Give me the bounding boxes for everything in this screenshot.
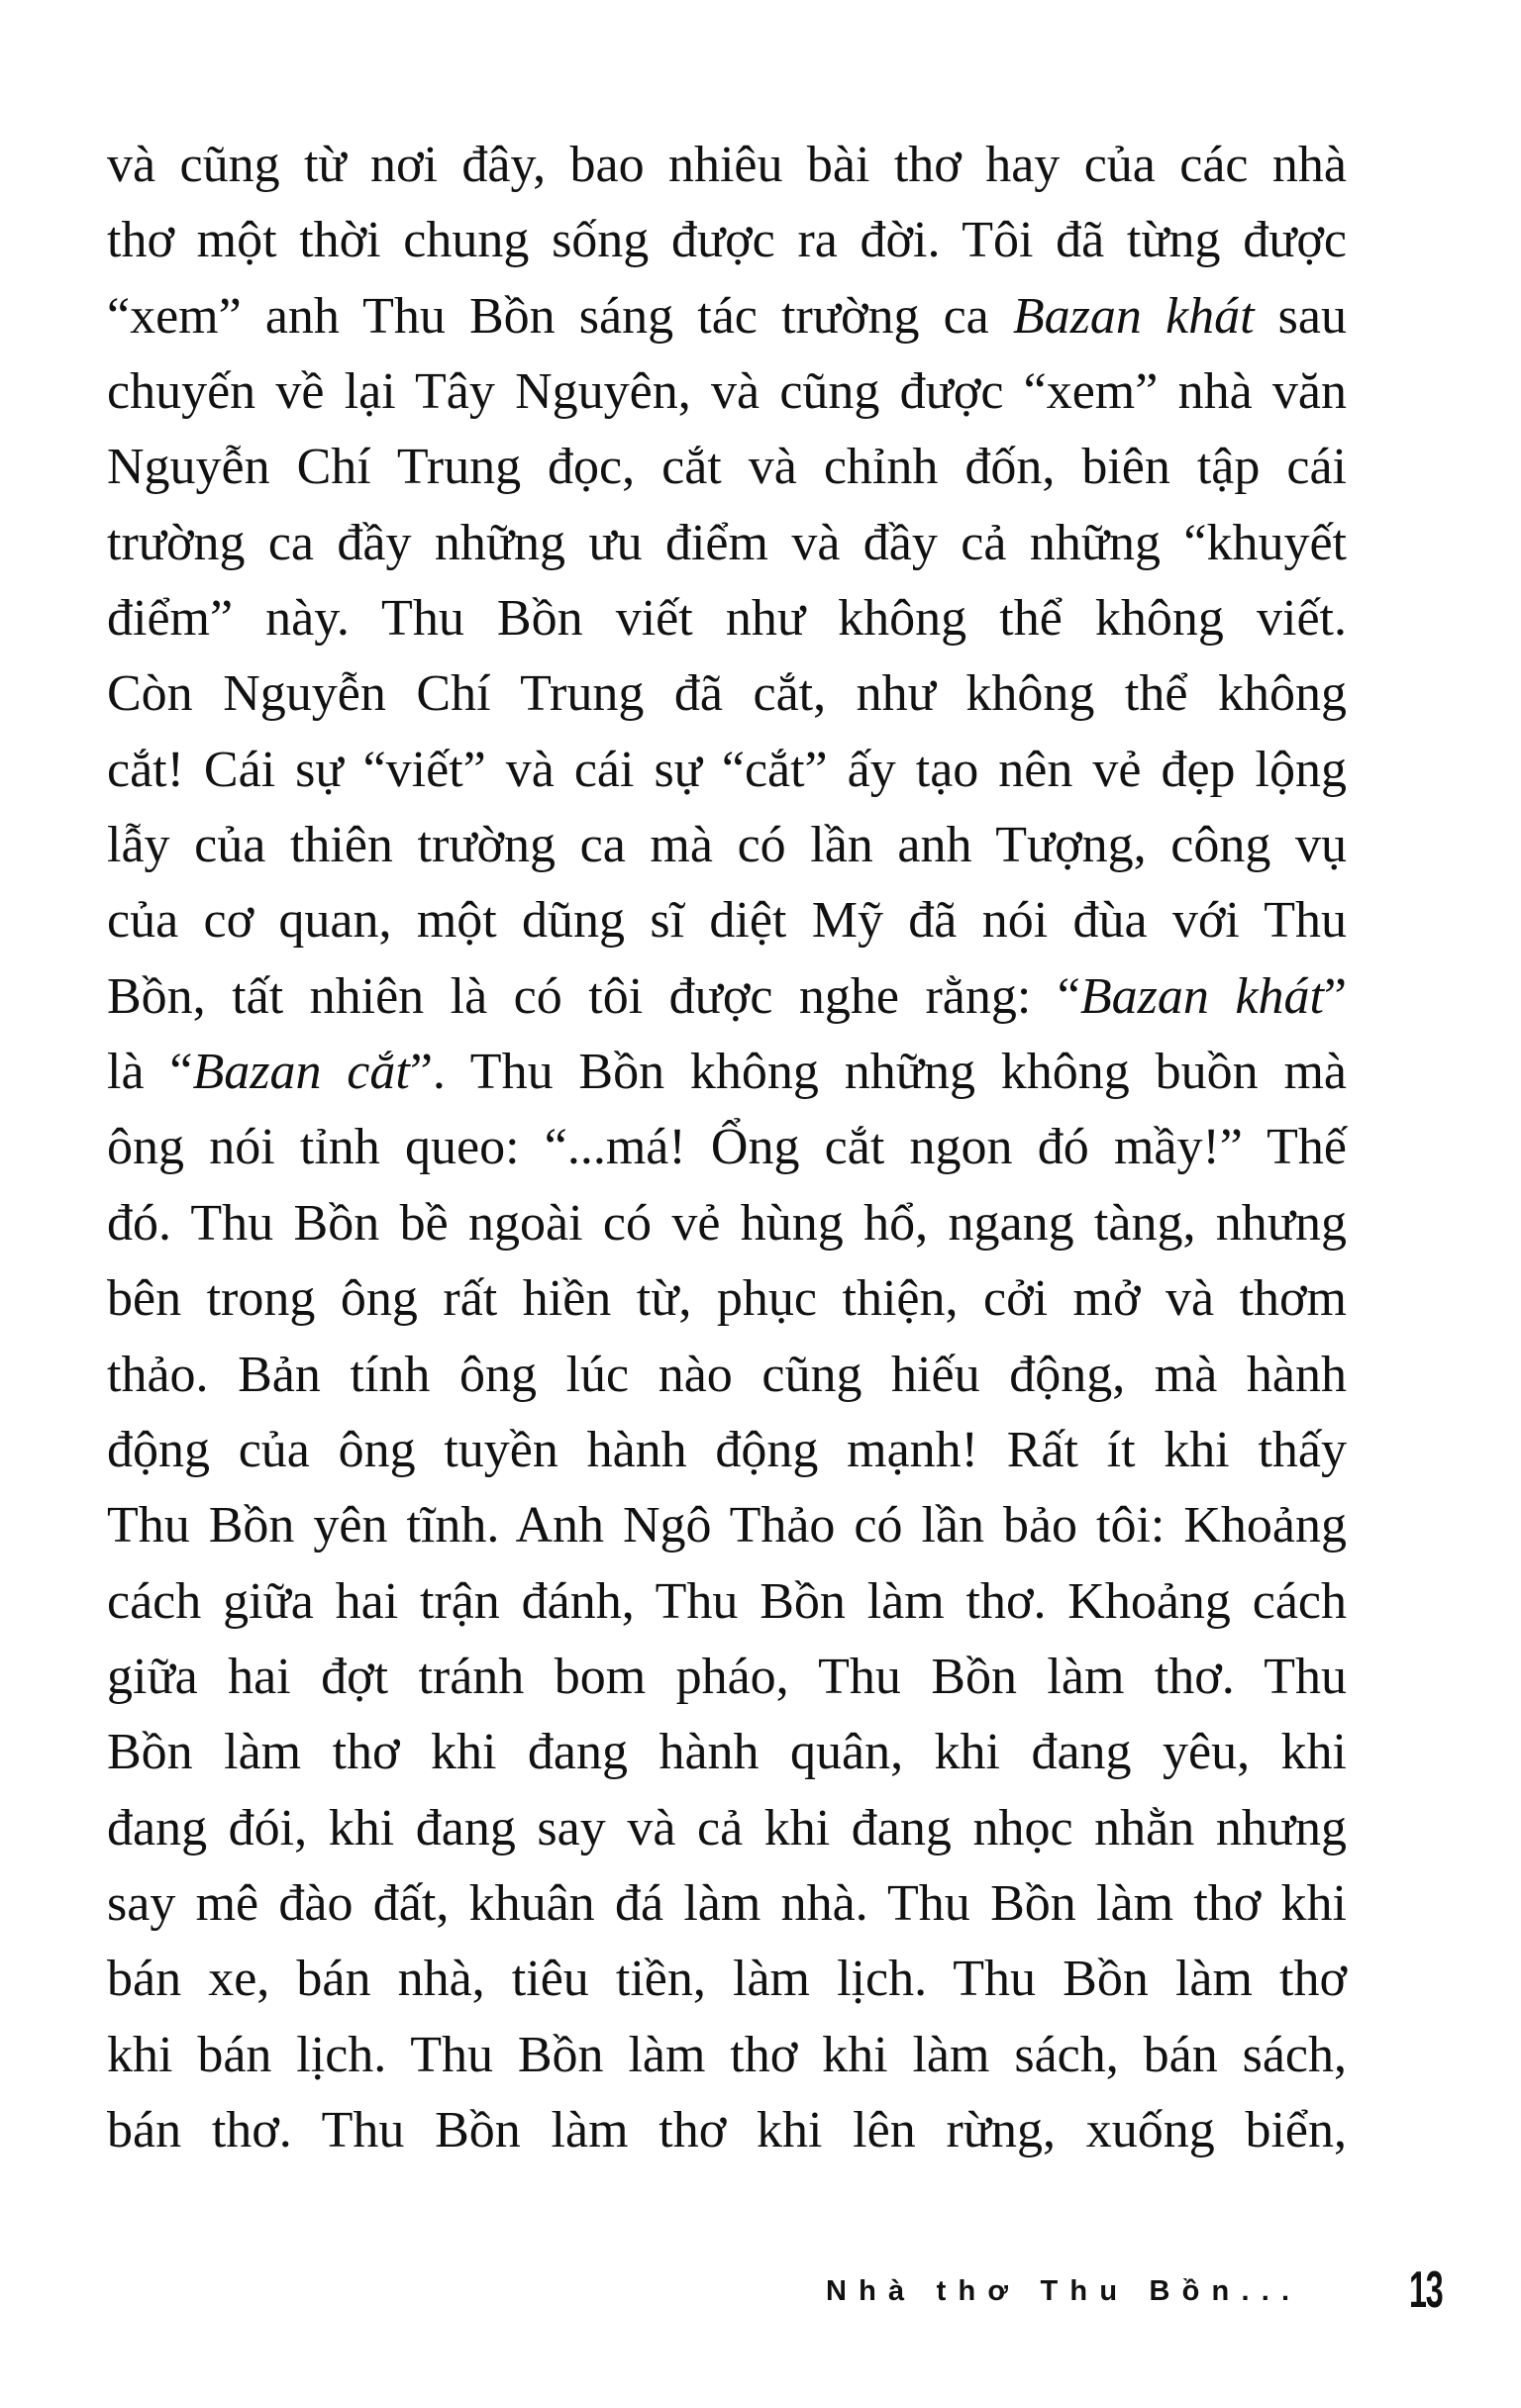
text-line: Nguyễn Chí Trung đọc, cắt và chỉnh đốn, biên tập cái xyxy=(107,439,1347,496)
text-line: Còn Nguyễn Chí Trung đã cắt, như không thể không xyxy=(107,665,1347,723)
text-line: “xem” anh Thu Bồn sáng tác trường ca Bazan khát sau xyxy=(107,287,1347,345)
text-line: và cũng từ nơi đây, bao nhiêu bài thơ hay của các nhà xyxy=(107,137,1347,193)
text-line: khi bán lịch. Thu Bồn làm thơ khi làm sách, bán sách, xyxy=(107,2026,1347,2083)
text-line: bán thơ. Thu Bồn làm thơ khi lên rừng, xuống biển, xyxy=(107,2101,1347,2158)
text-line: cắt! Cái sự “viết” và cái sự “cắt” ấy tạo nên vẻ đẹp lộng xyxy=(107,741,1347,798)
text-line: động của ông tuyền hành động mạnh! Rất ít khi thấy xyxy=(107,1421,1347,1478)
text-line: là “Bazan cắt”. Thu Bồn không những không buồn mà xyxy=(107,1044,1347,1101)
text-line: đó. Thu Bồn bề ngoài có vẻ hùng hổ, ngang tàng, nhưng xyxy=(107,1194,1347,1252)
running-footer-title: Nhà thơ Thu Bồn... xyxy=(826,2275,1302,2307)
text-line: điểm” này. Thu Bồn viết như không thể không viết. xyxy=(107,590,1347,648)
text-line: giữa hai đợt tránh bom pháo, Thu Bồn làm thơ. Thu xyxy=(107,1648,1347,1705)
text-line: say mê đào đất, khuân đá làm nhà. Thu Bồn làm thơ khi xyxy=(107,1874,1347,1932)
italic-title: Bazan khát xyxy=(1012,287,1255,345)
text-line: Bồn, tất nhiên là có tôi được nghe rằng: “Bazan khát” xyxy=(107,967,1348,1025)
body-paragraph xyxy=(107,128,1347,2168)
text-line: trường ca đầy những ưu điểm và đầy cả những “khuyết xyxy=(107,514,1347,571)
text-line: thảo. Bản tính ông lúc nào cũng hiếu động, mà hành xyxy=(107,1346,1347,1403)
italic-title: Bazan khát xyxy=(1079,967,1324,1025)
italic-title: Bazan cắt xyxy=(192,1044,410,1101)
text-line: cách giữa hai trận đánh, Thu Bồn làm thơ. Khoảng cách xyxy=(107,1572,1347,1630)
text-line: chuyến về lại Tây Nguyên, và cũng được “xem” nhà văn xyxy=(107,363,1347,421)
text-line: đang đói, khi đang say và cả khi đang nhọc nhằn nhưng xyxy=(107,1799,1347,1856)
text-line: bán xe, bán nhà, tiêu tiền, làm lịch. Thu Bồn làm thơ xyxy=(107,1951,1347,2008)
text-line: Bồn làm thơ khi đang hành quân, khi đang yêu, khi xyxy=(107,1724,1347,1781)
text-line: bên trong ông rất hiền từ, phục thiện, cởi mở và thơm xyxy=(107,1270,1347,1328)
text-line: của cơ quan, một dũng sĩ diệt Mỹ đã nói đùa với Thu xyxy=(107,892,1347,950)
text-line: Thu Bồn yên tĩnh. Anh Ngô Thảo có lần bảo tôi: Khoảng xyxy=(107,1497,1347,1555)
text-line: thơ một thời chung sống được ra đời. Tôi đã từng được xyxy=(107,212,1347,269)
text-line: ông nói tỉnh queo: “...má! Ổng cắt ngon đó mầy!” Thế xyxy=(107,1119,1347,1176)
page-number: 13 xyxy=(1409,2261,1443,2319)
text-line: lẫy của thiên trường ca mà có lần anh Tượng, công vụ xyxy=(107,817,1347,874)
